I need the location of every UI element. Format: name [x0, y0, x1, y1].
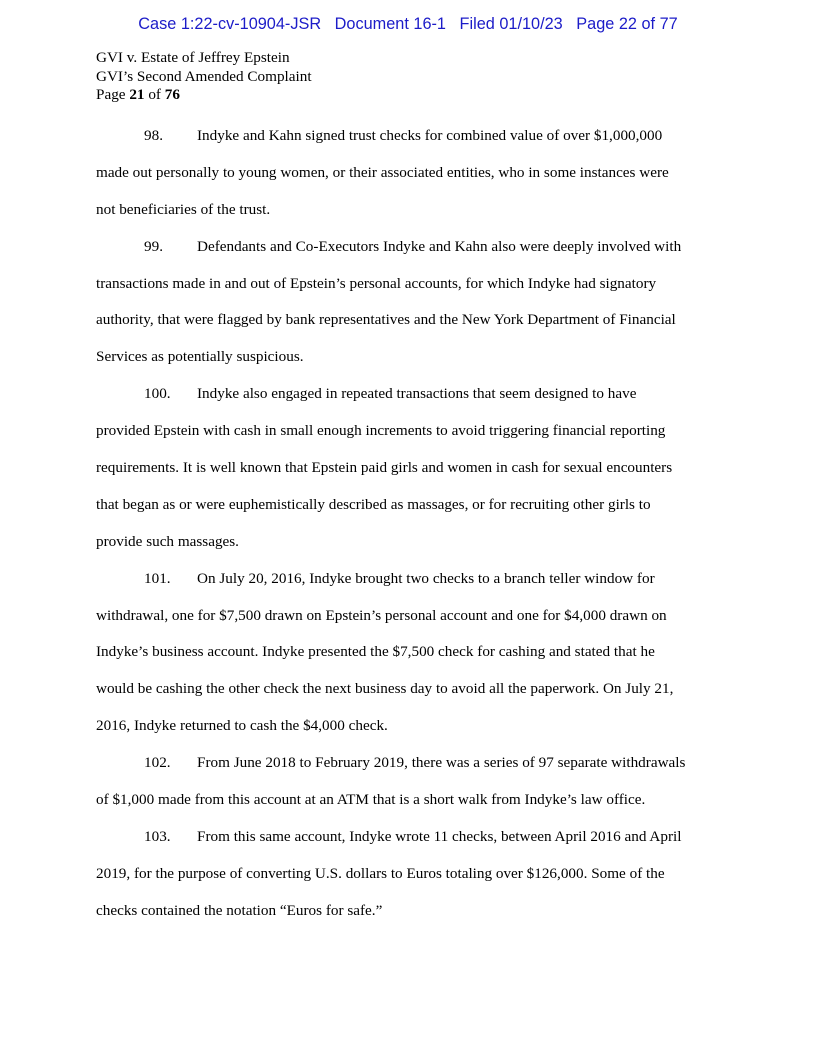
paragraph-line	[96, 118, 716, 155]
paragraph-line	[96, 745, 716, 782]
paragraph-line	[96, 376, 716, 413]
paragraph-line: 2016, Indyke returned to cash the $4,000 check.	[96, 717, 388, 735]
page-current: 21	[129, 86, 145, 103]
paragraph-100	[96, 376, 716, 560]
complaint-body	[96, 118, 716, 930]
page-prefix: Page	[96, 86, 130, 103]
paragraph-number: 101.	[144, 569, 171, 587]
paragraph-99	[96, 229, 716, 377]
paragraph-text: On July 20, 2016, Indyke brought two checks to a branch teller window for	[197, 569, 655, 587]
paragraph-line: of $1,000 made from this account at an ATM that is a short walk from Indyke’s law office.	[96, 791, 646, 809]
paragraph-line: transactions made in and out of Epstein’s personal accounts, for which Indyke had signatory	[96, 274, 657, 292]
paragraph-number: 98.	[144, 127, 163, 144]
case-filing-header: Case 1:22-cv-10904-JSR Document 16-1 Filed 01/10/23 Page 22 of 77	[138, 15, 678, 33]
document-caption	[96, 49, 312, 105]
paragraph-line: provided Epstein with cash in small enough increments to avoid triggering financial reporting	[96, 422, 666, 440]
caption-page-number	[96, 86, 312, 105]
paragraph-text: From June 2018 to February 2019, there was a series of 97 separate withdrawals	[197, 754, 686, 772]
paragraph-line: Services as potentially suspicious.	[96, 348, 304, 366]
page-of: of	[144, 86, 165, 103]
caption-document-title: GVI’s Second Amended Complaint	[96, 67, 312, 85]
paragraph-line	[96, 819, 716, 856]
paragraph-line: that began as or were euphemistically described as massages, or for recruiting other girls to	[96, 495, 651, 513]
paragraph-102	[96, 745, 716, 819]
paragraph-line: not beneficiaries of the trust.	[96, 200, 271, 218]
paragraph-line: checks contained the notation “Euros for safe.”	[96, 901, 383, 919]
paragraph-98	[96, 118, 716, 229]
paragraph-number: 100.	[144, 385, 171, 403]
paragraph-text: From this same account, Indyke wrote 11 checks, between April 2016 and April	[197, 827, 682, 845]
paragraph-line: withdrawal, one for $7,500 drawn on Epstein’s personal account and one for $4,000 drawn on	[96, 606, 667, 624]
page-total: 76	[164, 86, 180, 103]
paragraph-103	[96, 819, 716, 930]
paragraph-101	[96, 561, 716, 745]
paragraph-number: 103.	[144, 827, 171, 845]
paragraph-line	[96, 229, 716, 266]
paragraph-line: authority, that were flagged by bank representatives and the New York Department of Financial	[96, 311, 676, 329]
paragraph-line: provide such massages.	[96, 532, 239, 550]
paragraph-line: 2019, for the purpose of converting U.S. dollars to Euros totaling over $126,000. Some of the	[96, 864, 665, 882]
paragraph-line	[96, 561, 716, 598]
paragraph-line: made out personally to young women, or their associated entities, who in some instances were	[96, 163, 669, 181]
caption-case-title: GVI v. Estate of Jeffrey Epstein	[96, 49, 290, 66]
paragraph-text: Defendants and Co-Executors Indyke and Kahn also were deeply involved with	[197, 237, 682, 255]
paragraph-text: Indyke and Kahn signed trust checks for combined value of over $1,000,000	[197, 127, 663, 144]
paragraph-line: Indyke’s business account. Indyke presented the $7,500 check for cashing and stated that he	[96, 643, 655, 661]
paragraph-line: requirements. It is well known that Epstein paid girls and women in cash for sexual encounters	[96, 459, 673, 477]
paragraph-text: Indyke also engaged in repeated transactions that seem designed to have	[197, 385, 637, 403]
paragraph-line: would be cashing the other check the next business day to avoid all the paperwork. On July 21,	[96, 680, 674, 698]
paragraph-number: 102.	[144, 754, 171, 772]
paragraph-number: 99.	[144, 237, 163, 255]
